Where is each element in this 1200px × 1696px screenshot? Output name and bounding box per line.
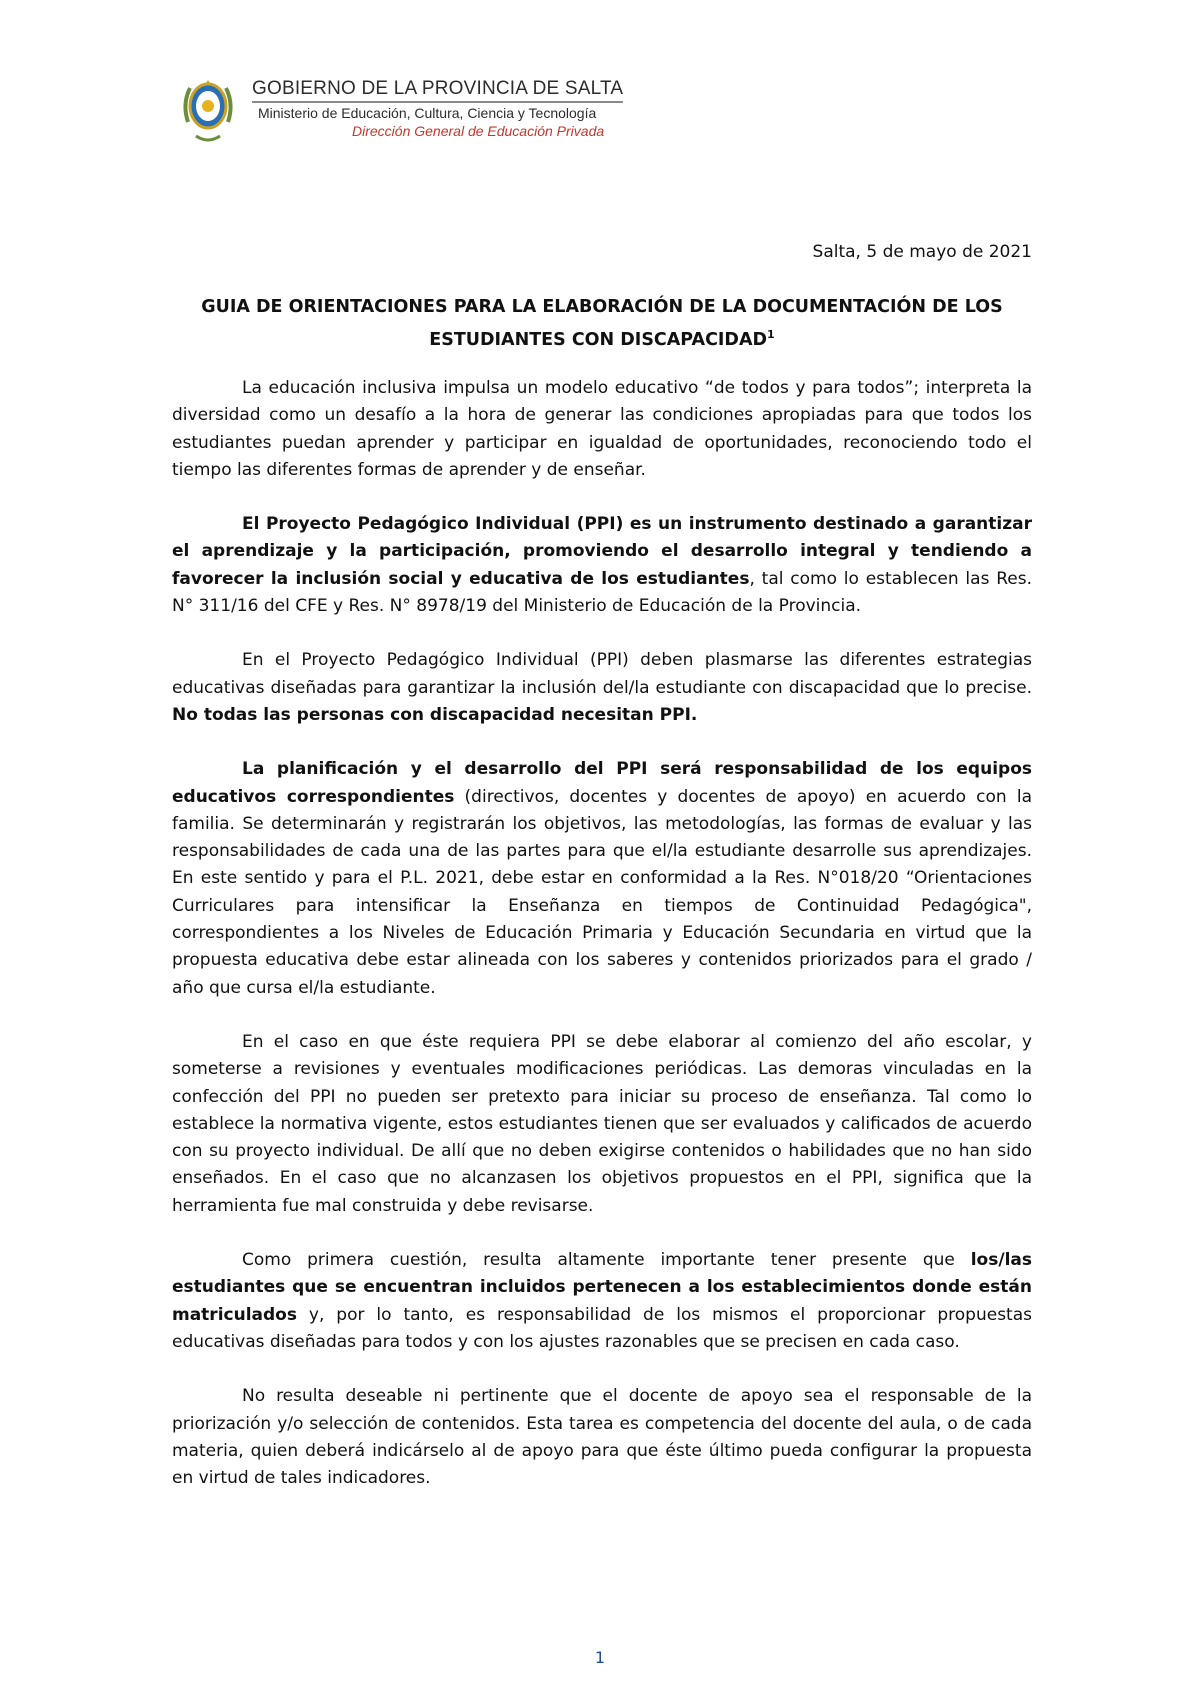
paragraph-6-emphasis: los/las estudiantes que se encuentran incluidos pertenecen a los establecimientos donde están matriculados — [172, 1250, 1032, 1325]
paragraph-4-emphasis: La planificación y el desarrollo del PPI será responsabilidad de los equipos educativos correspondientes — [172, 759, 1032, 807]
paragraph-6 — [172, 1247, 1032, 1356]
paragraph-4-text: (directivos, docentes y docentes de apoyo) en acuerdo con la familia. Se determinarán y registrarán los objetivos, las metodologías, las formas de evaluar y las responsabilidades de cada una de las partes para que el/la estudiante desarrolle sus aprendizajes. En este sentido y para el P.L. 2021, debe estar en conformidad a la Res. N°018/20 “Orientaciones Curriculares para intensificar la Enseñanza en tiempos de Continuidad Pedagógica", correspondientes a los Niveles de Educación Primaria y Educación Secundaria en virtud que la propuesta educativa debe estar alineada con los saberes y contenidos priorizados para el grado / año que cursa el/la estudiante. — [172, 786, 1032, 998]
document-date: Salta, 5 de mayo de 2021 — [812, 242, 1032, 262]
paragraph-2-emphasis: El Proyecto Pedagógico Individual (PPI) es un instrumento destinado a garantizar el aprendizaje y la participación, promoviendo el desarrollo integral y tendiendo a favorecer la inclusión social y educativa de los estudiantes — [172, 514, 1032, 589]
paragraph-2-text: , tal como lo establecen las Res. N° 311/16 del CFE y Res. N° 8978/19 del Ministerio de Educación de la Provincia. — [172, 568, 1032, 617]
page-number: 1 — [594, 1648, 606, 1667]
paragraph-3 — [172, 647, 1032, 729]
paragraph-4 — [172, 756, 1032, 1002]
paragraph-7: No resulta deseable ni pertinente que el docente de apoyo sea el responsable de la priorización y/o selección de contenidos. Esta tarea es competencia del docente del aula, o de cada materia, quien deberá indicárselo al de apoyo para que éste último pueda configurar la propuesta en virtud de tales indicadores. — [172, 1386, 1032, 1489]
paragraph-3-text: En el Proyecto Pedagógico Individual (PPI) deben plasmarse las diferentes estrategias educativas diseñadas para garantizar la inclusión del/la estudiante con discapacidad que lo precise. — [172, 650, 1032, 698]
title-line-2: ESTUDIANTES CON DISCAPACIDAD — [429, 329, 768, 350]
footnote-mark: 1 — [767, 328, 775, 341]
ministry-name: Ministerio de Educación, Cultura, Ciencia y Tecnología — [258, 105, 597, 121]
title-line-1: GUIA DE ORIENTACIONES PARA LA ELABORACIÓN DE LA DOCUMENTACIÓN DE LOS — [201, 297, 1003, 317]
paragraph-2 — [172, 511, 1032, 620]
paragraph-6-rest: y, por lo tanto, es responsabilidad de los mismos el proporcionar propuestas educativas diseñadas para todos y con los ajustes razonables que se precisen en cada caso. — [172, 1304, 1032, 1352]
document-body — [172, 375, 1032, 1519]
organization-title: GOBIERNO DE LA PROVINCIA DE SALTA — [252, 78, 623, 103]
paragraph-1: La educación inclusiva impulsa un modelo educativo “de todos y para todos”; interpreta la diversidad como un desafío a la hora de generar las condiciones apropiadas para que todos los estudiantes puedan aprender y participar en igualdad de oportunidades, reconociendo todo el tiempo las diferentes formas de aprender y de enseñar. — [172, 378, 1032, 480]
letterhead — [180, 76, 700, 148]
province-seal-icon — [180, 76, 236, 144]
paragraph-3-emphasis: No todas las personas con discapacidad necesitan PPI. — [172, 704, 698, 725]
document-title — [172, 294, 1032, 354]
direction-name: Dirección General de Educación Privada — [352, 123, 605, 139]
paragraph-6-text: Como primera cuestión, resulta altamente importante tener presente que — [242, 1250, 971, 1271]
paragraph-5: En el caso en que éste requiera PPI se debe elaborar al comienzo del año escolar, y someterse a revisiones y eventuales modificaciones periódicas. Las demoras vinculadas en la confección del PPI no pueden ser pretexto para iniciar su proceso de enseñanza. Tal como lo establece la normativa vigente, estos estudiantes tienen que ser evaluados y calificados de acuerdo con su proyecto individual. De allí que no deben exigirse contenidos o habilidades que no han sido enseñados. En el caso que no alcanzasen los objetivos propuestos en el PPI, significa que la herramienta fue mal construida y debe revisarse. — [172, 1031, 1032, 1216]
